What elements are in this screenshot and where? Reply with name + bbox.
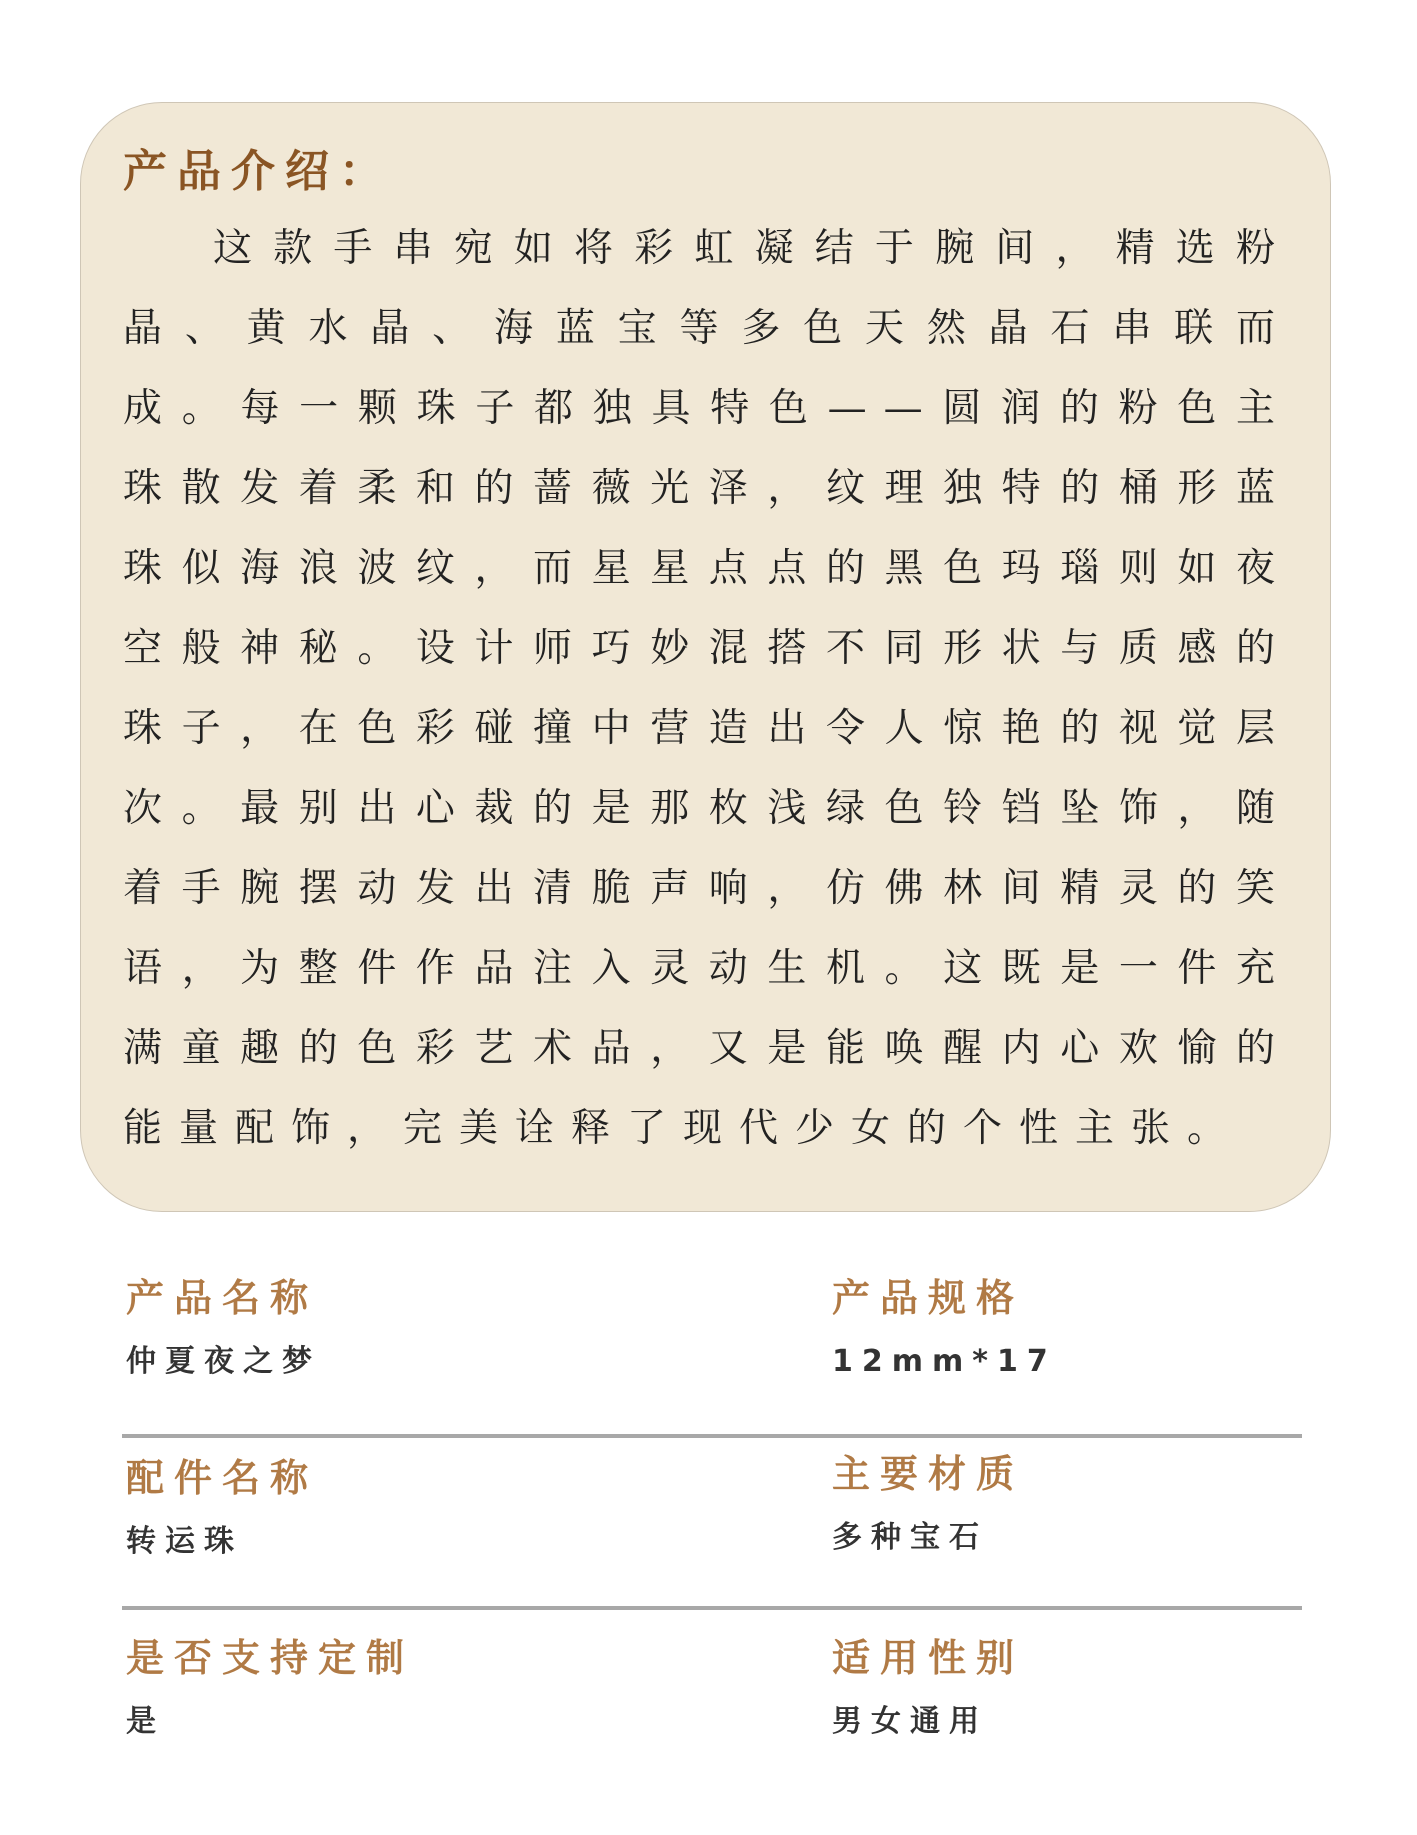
spec-customizable — [126, 1630, 414, 1744]
spec-label: 产品规格 — [832, 1276, 1025, 1320]
spec-gender — [832, 1630, 1024, 1744]
spec-value: 多种宝石 — [832, 1520, 988, 1555]
spec-label: 是否支持定制 — [126, 1636, 415, 1680]
spec-value: 仲夏夜之梦 — [126, 1344, 321, 1379]
spec-accessory-name — [126, 1450, 318, 1564]
spec-product-name — [126, 1270, 321, 1384]
intro-body: 这款手串宛如将彩虹凝结于腕间，精选粉晶、黄水晶、海蓝宝等多色天然晶石串联而成。每一颗珠子都独具特色——圆润的粉色主珠散发着柔和的蔷薇光泽，纹理独特的桶形蓝珠似海浪波纹，而星星点点的黑色玛瑙则如夜空般神秘。设计师巧妙混搭不同形状与质感的珠子，在色彩碰撞中营造出令人惊艳的视觉层次。最别出心裁的是那枚浅绿色铃铛坠饰，随着手腕摆动发出清脆声响，仿佛林间精灵的笑语，为整件作品注入灵动生机。这既是一件充满童趣的色彩艺术品，又是能唤醒内心欢愉的能量配饰，完美诠释了现代少女的个性主张。 — [123, 226, 1292, 1151]
spec-label: 主要材质 — [832, 1452, 1025, 1496]
spec-value: 12mm*17 — [832, 1344, 1057, 1379]
spec-label: 产品名称 — [126, 1276, 319, 1320]
product-intro-card — [80, 102, 1331, 1212]
spec-label: 配件名称 — [126, 1456, 319, 1500]
intro-title: 产品介绍： — [123, 146, 393, 197]
spec-table — [122, 1270, 1302, 1778]
spec-product-size — [832, 1270, 1057, 1384]
spec-value: 转运珠 — [126, 1524, 243, 1559]
spec-row — [122, 1438, 1302, 1610]
spec-row — [122, 1610, 1302, 1778]
spec-main-material — [832, 1446, 1024, 1560]
spec-value: 是 — [126, 1704, 165, 1739]
spec-label: 适用性别 — [832, 1636, 1025, 1680]
spec-row — [122, 1270, 1302, 1438]
spec-value: 男女通用 — [832, 1704, 988, 1739]
